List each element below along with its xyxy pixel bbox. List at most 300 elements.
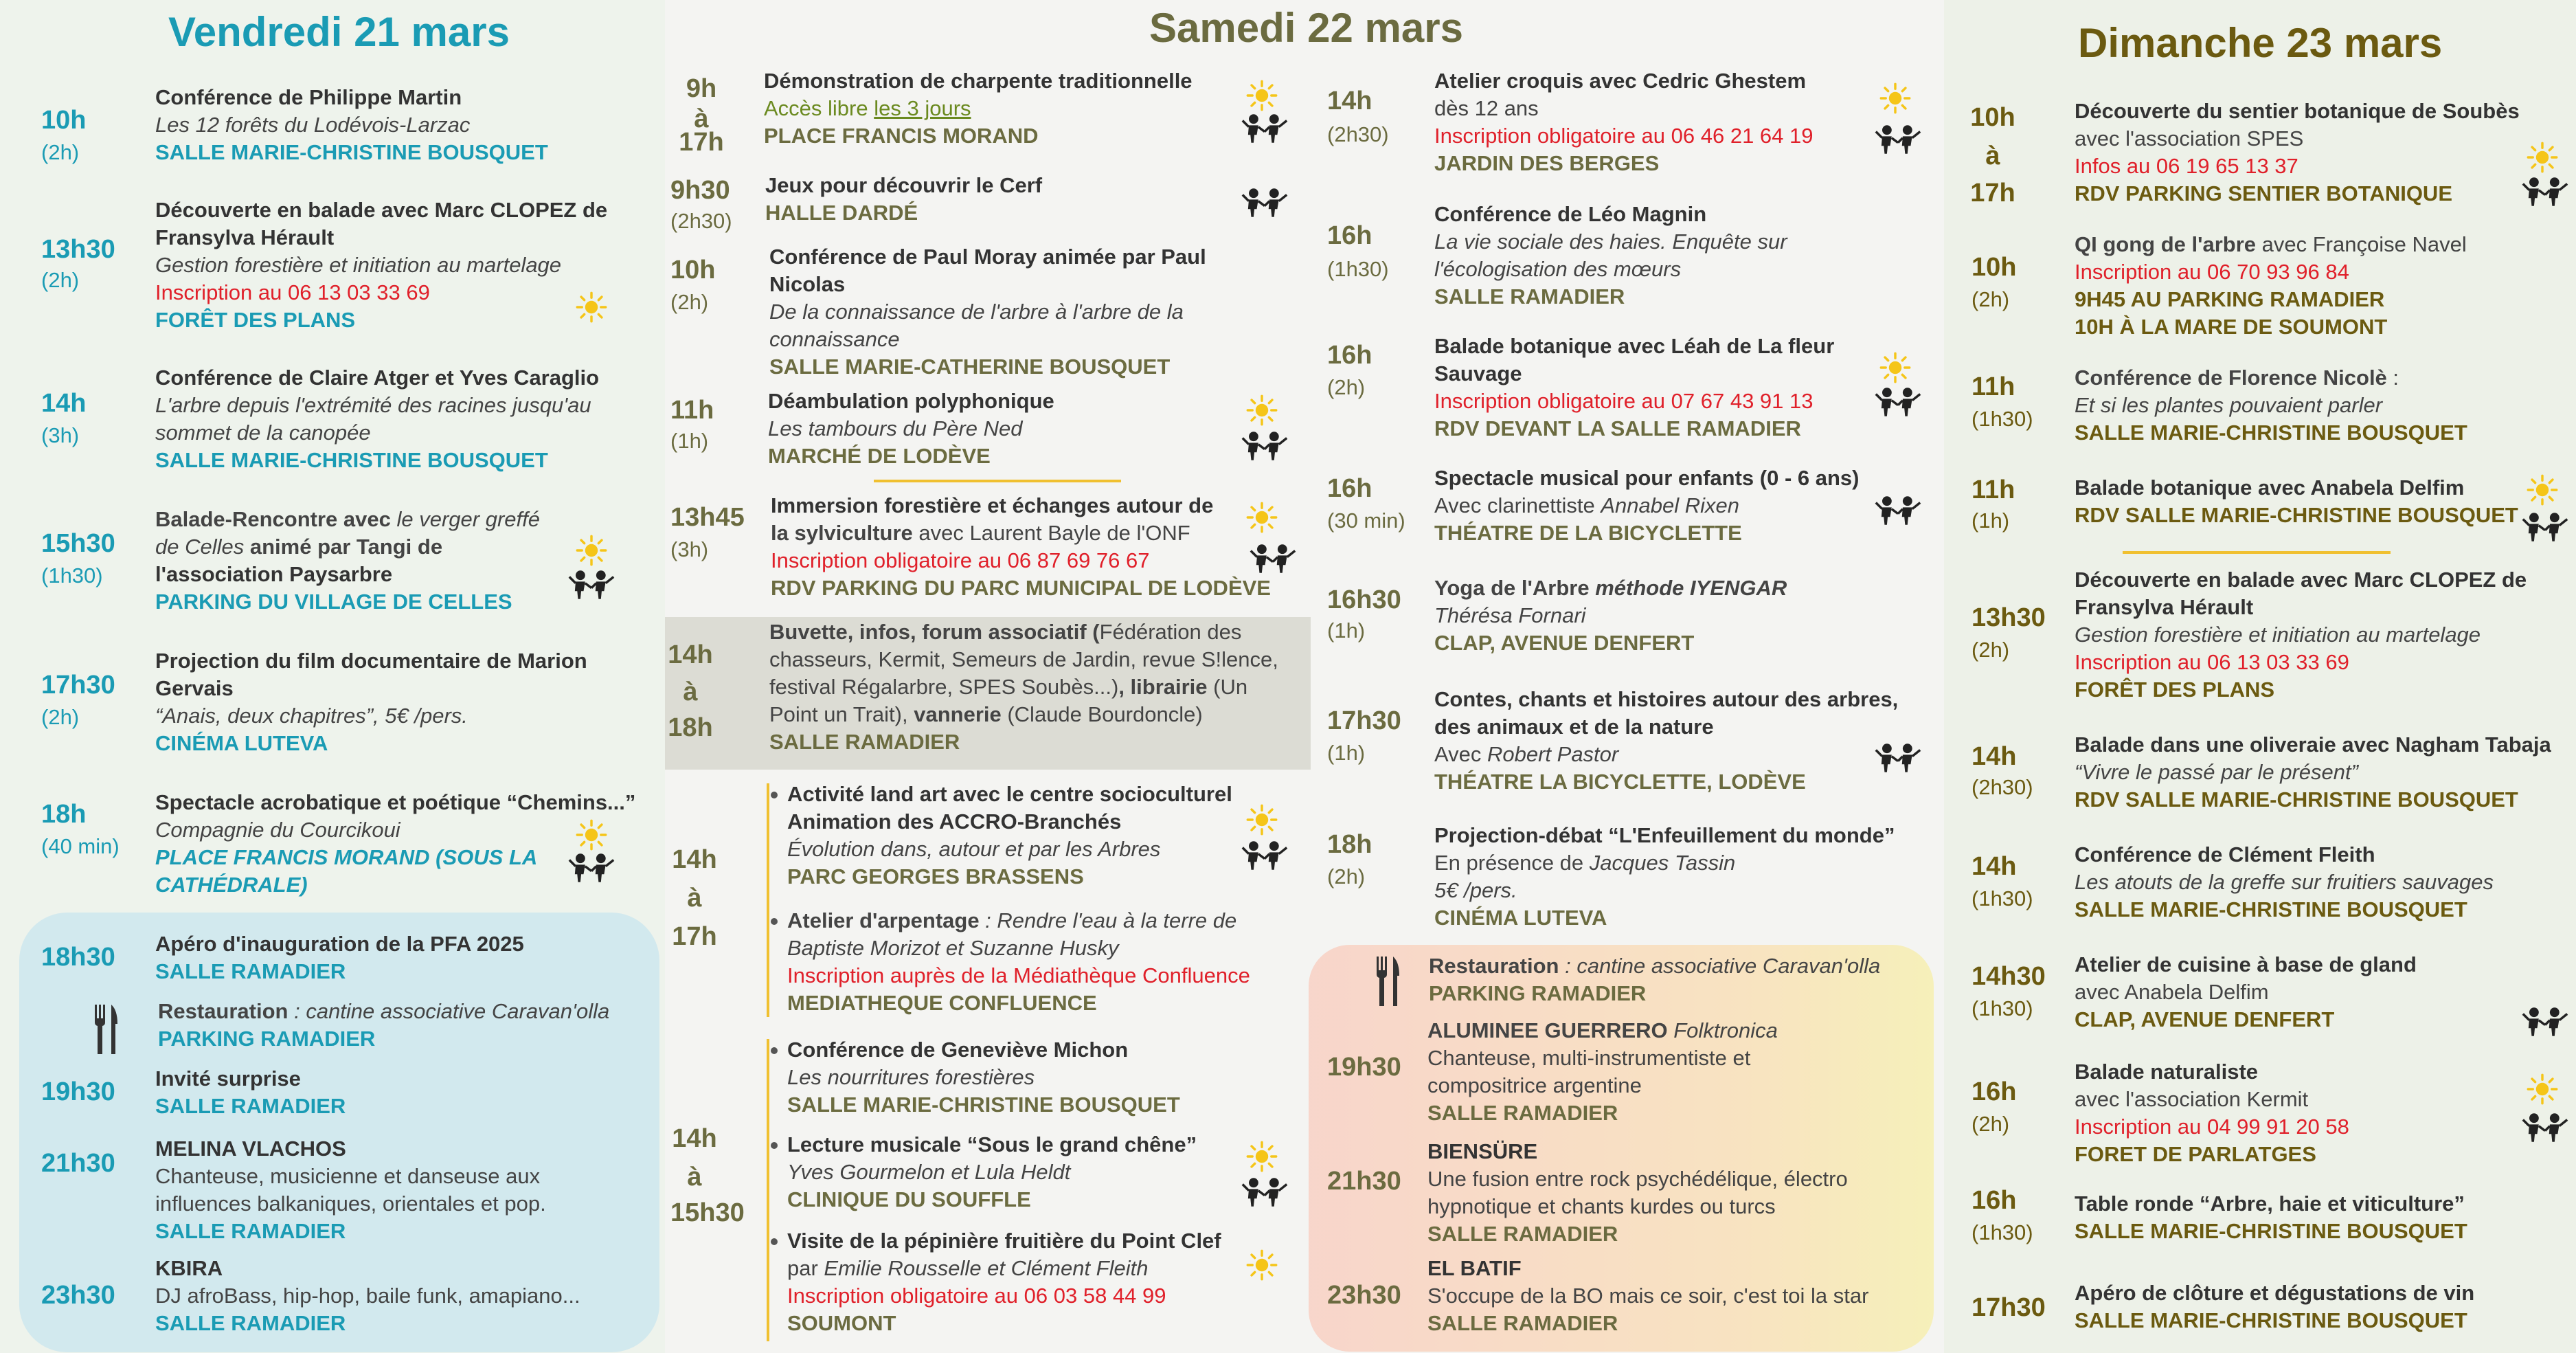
access-note: Accès libre (764, 96, 874, 120)
sun-icon (576, 291, 607, 323)
event-location: 9H45 AU PARKING RAMADIER (2075, 287, 2385, 311)
event-time: 13h30 (1971, 603, 2046, 632)
event-subtitle: Compagnie du Courcikoui (155, 818, 400, 842)
event-details (155, 647, 650, 757)
event-location: SALLE RAMADIER (155, 1219, 346, 1243)
event-title: Balade naturaliste (2075, 1060, 2259, 1084)
event-location: SALLE RAMADIER (1434, 284, 1625, 309)
event-title: Conférence de Clément Fleith (2075, 842, 2375, 866)
event-time: à (683, 678, 698, 706)
event-duration: (1h30) (1327, 257, 1389, 281)
event-time: 15h30 (41, 529, 115, 558)
bullet (771, 918, 778, 925)
event-details (1427, 1017, 1922, 1127)
event-subtitle: Jacques Tassin (1589, 851, 1736, 875)
event-location: RDV DEVANT LA SALLE RAMADIER (1434, 416, 1801, 440)
event-time: à (687, 884, 702, 913)
event-details (158, 998, 653, 1053)
sun-icon (1246, 1141, 1278, 1172)
event-details (155, 84, 650, 166)
event-details (2075, 231, 2569, 341)
event-subtitle: : Rendre l'eau à la terre de (979, 908, 1237, 932)
event-location: THÉATRE LA BICYCLETTE, LODÈVE (1434, 770, 1806, 794)
event-details (2075, 951, 2569, 1033)
event-subtitle: avec Françoise Navel (2256, 232, 2467, 256)
event-time: 23h30 (41, 1281, 115, 1310)
event-time: 18h (41, 800, 87, 829)
event-title: , librairie (1118, 675, 1208, 699)
event-duration: (1h) (670, 429, 709, 453)
event-location: FORÊT DES PLANS (2075, 678, 2275, 702)
children-icon (567, 852, 615, 884)
event-location: SALLE MARIE-CHRISTINE BOUSQUET (2075, 1308, 2467, 1332)
event-title: Jeux pour découvrir le Cerf (765, 173, 1043, 197)
sun-icon (576, 535, 607, 566)
event-subtitle: : cantine associative Caravan'olla (288, 999, 610, 1023)
event-time: à (687, 1163, 702, 1192)
info-phone: Infos au 06 19 65 13 37 (2075, 154, 2298, 178)
event-title: Balade botanique avec Léah de La fleur (1434, 334, 1835, 358)
event-location: JARDIN DES BERGES (1434, 151, 1660, 175)
event-location: RDV SALLE MARIE-CHRISTINE BOUSQUET (2075, 787, 2518, 812)
event-subtitle: avec Laurent Bayle de l'ONF (912, 521, 1190, 545)
sun-icon (1246, 394, 1278, 426)
children-icon (1249, 543, 1297, 574)
event-title: QI gong de l'arbre (2075, 232, 2257, 256)
registration-phone: Inscription au 04 99 91 20 58 (2075, 1115, 2349, 1139)
event-title: Conférence de Léo Magnin (1434, 202, 1707, 226)
event-time: 16h (1327, 474, 1372, 503)
event-duration: (30 min) (1327, 508, 1405, 533)
cutlery-icon (1374, 955, 1401, 1007)
event-title: Activité land art avec le centre socioculturel (787, 782, 1232, 806)
event-description: Point un Trait), (769, 702, 914, 726)
event-title: BIENSÜRE (1427, 1139, 1538, 1163)
event-details (2075, 1058, 2569, 1168)
event-duration: (2h30) (670, 209, 732, 233)
group-bar (767, 1039, 769, 1341)
event-description: festival Régalarbre, SPES Soubès...) (769, 675, 1119, 699)
event-title: Conférence de Claire Atger et Yves Caraglio (155, 366, 600, 390)
event-subtitle: Avec (1434, 742, 1487, 766)
event-time: 11h (1971, 372, 2015, 401)
event-duration: (2h) (1327, 375, 1366, 399)
event-subtitle: Gestion forestière et initiation au martelage (155, 253, 562, 277)
children-icon (1874, 495, 1922, 526)
event-description: chasseurs, Kermit, Semeurs de Jardin, revue S!lence, (769, 647, 1278, 671)
event-location: SOUMONT (787, 1311, 896, 1335)
sun-icon (2527, 142, 2558, 173)
event-details (2075, 1279, 2569, 1334)
event-title: Contes, chants et histoires autour des arbres, (1434, 687, 1899, 711)
event-title: Démonstration de charpente traditionnelle (764, 69, 1193, 93)
event-details (155, 1255, 650, 1337)
event-subtitle: Yves Gourmelon et Lula Heldt (787, 1160, 1071, 1184)
group-bar (767, 783, 769, 1017)
registration-phone: Inscription obligatoire au 07 67 43 91 13 (1434, 389, 1814, 413)
event-subtitle: La vie sociale des haies. Enquête sur (1434, 230, 1787, 254)
registration-phone: Inscription auprès de la Médiathèque Confluence (787, 963, 1250, 987)
event-time: 21h30 (1327, 1167, 1401, 1196)
event-time: 14h (1971, 742, 2017, 771)
event-duration: (2h30) (1971, 775, 2033, 799)
event-details (1434, 201, 1929, 311)
event-location: CLINIQUE DU SOUFFLE (787, 1187, 1031, 1211)
event-duration: (1h30) (1971, 407, 2033, 431)
event-time: 9h (686, 74, 717, 103)
event-subtitle: par (787, 1256, 824, 1280)
event-title: EL BATIF (1427, 1256, 1522, 1280)
event-time: 18h (1327, 830, 1372, 859)
event-title: Yoga de l'Arbre (1434, 576, 1596, 600)
bullet (771, 1238, 778, 1245)
event-location: CLAP, AVENUE DENFERT (2075, 1007, 2335, 1031)
event-title: Sauvage (1434, 361, 1522, 385)
event-subtitle: “Vivre le passé par le présent” (2075, 760, 2358, 784)
event-title: Fransylva Hérault (2075, 595, 2254, 619)
event-time: 9h30 (670, 176, 730, 205)
event-time: 13h30 (41, 235, 115, 264)
event-time: 15h30 (670, 1198, 745, 1227)
children-icon (2521, 1006, 2569, 1038)
event-title: Atelier d'arpentage (787, 908, 980, 932)
event-location: RDV SALLE MARIE-CHRISTINE BOUSQUET (2075, 503, 2518, 527)
event-description: S'occupe de la BO mais ce soir, c'est toi la star (1427, 1284, 1869, 1308)
event-title: Conférence de Geneviève Michon (787, 1038, 1129, 1062)
event-description: hypnotique et chants kurdes ou turcs (1427, 1194, 1776, 1218)
children-icon (1874, 386, 1922, 418)
event-location: SALLE MARIE-CHRISTINE BOUSQUET (2075, 897, 2467, 921)
event-time: 16h30 (1327, 585, 1401, 614)
event-description: Chanteuse, multi-instrumentiste et (1427, 1046, 1751, 1070)
event-details (787, 907, 1289, 1017)
event-description: DJ afroBass, hip-hop, baile funk, amapiano... (155, 1284, 580, 1308)
event-subtitle: De la connaissance de l'arbre à l'arbre de la (769, 300, 1184, 324)
event-details (2075, 98, 2569, 208)
sun-icon (1879, 352, 1911, 383)
event-details (771, 492, 1279, 602)
event-time: 13h45 (670, 503, 745, 532)
event-details (155, 1135, 650, 1245)
registration-phone: Inscription obligatoire au 06 46 21 64 19 (1434, 124, 1814, 148)
registration-phone: Inscription au 06 70 93 96 84 (2075, 260, 2349, 284)
event-location: THÉATRE DE LA BICYCLETTE (1434, 521, 1742, 545)
event-duration: (1h30) (1971, 1220, 2033, 1244)
event-title: vannerie (914, 702, 1002, 726)
event-details (1434, 67, 1901, 177)
event-details (2075, 474, 2569, 529)
event-location: SALLE RAMADIER (155, 1094, 346, 1118)
children-icon (2521, 1112, 2569, 1143)
sun-icon (1879, 82, 1911, 114)
event-details (2075, 841, 2569, 924)
children-icon (2521, 511, 2569, 543)
event-location: FORET DE PARLATGES (2075, 1142, 2316, 1166)
children-icon (1874, 742, 1922, 774)
event-title: Lecture musicale “Sous le grand chêne” (787, 1132, 1197, 1156)
event-duration: (2h) (1971, 1112, 2010, 1136)
event-subtitle: Évolution dans, autour et par les Arbres (787, 837, 1161, 861)
event-title: Restauration (158, 999, 289, 1023)
event-location: SALLE MARIE-CHRISTINE BOUSQUET (155, 140, 548, 164)
event-time: 19h30 (1327, 1053, 1401, 1082)
event-location: CATHÉDRALE) (155, 873, 308, 897)
event-title: Gervais (155, 676, 234, 700)
children-icon (567, 569, 615, 601)
event-location: PARKING RAMADIER (1429, 981, 1647, 1005)
event-duration: (1h) (1327, 618, 1366, 642)
registration-phone: Inscription au 06 13 03 33 69 (155, 280, 430, 304)
event-title: Conférence de Florence Nicolè (2075, 366, 2387, 390)
sun-icon (1246, 1249, 1278, 1281)
event-time: 16h (1971, 1186, 2017, 1215)
event-duration: (2h) (41, 140, 80, 164)
event-duration: (2h) (670, 290, 709, 314)
event-details (764, 67, 1231, 150)
event-time: 10h (1971, 253, 2017, 282)
event-location: SALLE RAMADIER (1427, 1311, 1618, 1335)
event-time: 18h (668, 713, 713, 742)
event-location: SALLE RAMADIER (155, 959, 346, 983)
event-subtitle: Les tambours du Père Ned (768, 416, 1023, 440)
event-title: Projection du film documentaire de Marion (155, 649, 587, 673)
event-title: Découverte en balade avec Marc CLOPEZ de (155, 198, 608, 222)
event-time: 17h30 (1971, 1293, 2046, 1322)
event-time: 10h (1970, 103, 2015, 132)
event-location: SALLE RAMADIER (769, 730, 960, 754)
separator (2123, 551, 2391, 554)
event-subtitle: dès 12 ans (1434, 96, 1539, 120)
separator (874, 480, 1121, 482)
event-duration: (1h30) (41, 563, 103, 588)
sun-icon (1246, 804, 1278, 836)
friday-column (0, 0, 665, 1353)
event-title: Table ronde “Arbre, haie et viticulture” (2075, 1192, 2465, 1216)
event-subtitle: 5€ /pers. (1434, 878, 1517, 902)
event-subtitle: Avec clarinettiste (1434, 493, 1601, 517)
event-title: méthode IYENGAR (1595, 576, 1787, 600)
event-location: PARKING RAMADIER (158, 1027, 376, 1051)
sun-icon (2527, 1073, 2558, 1105)
event-time: 14h (41, 389, 87, 418)
event-duration: (2h) (41, 705, 80, 729)
event-details (1434, 465, 1929, 547)
event-location: SALLE MARIE-CHRISTINE BOUSQUET (787, 1093, 1180, 1117)
event-details (1434, 822, 1929, 932)
event-details (155, 930, 650, 985)
event-time: 11h (1971, 476, 2015, 504)
event-location: FORÊT DES PLANS (155, 308, 356, 332)
event-location: SALLE RAMADIER (1427, 1101, 1618, 1125)
event-title: Spectacle musical pour enfants (0 - 6 ans) (1434, 466, 1860, 490)
event-subtitle: “Anais, deux chapitres”, 5€ /pers. (155, 704, 468, 728)
event-title: MELINA VLACHOS (155, 1137, 346, 1161)
event-details (1427, 1138, 1908, 1248)
event-title: Balade botanique avec Anabela Delfim (2075, 476, 2465, 500)
event-title: Buvette, infos, forum associatif ( (769, 620, 1100, 644)
event-title: : (2386, 366, 2399, 390)
event-details (155, 506, 567, 616)
sun-icon (1246, 80, 1278, 111)
event-time: 14h (672, 845, 717, 874)
event-details (787, 1227, 1289, 1337)
event-time: 17h30 (41, 671, 115, 700)
event-description: compositrice argentine (1427, 1073, 1642, 1097)
event-title: ALUMINEE GUERRERO (1427, 1018, 1674, 1042)
event-location: SALLE RAMADIER (155, 1311, 346, 1335)
event-details (769, 618, 1312, 756)
event-subtitle: Les atouts de la greffe sur fruitiers sauvages (2075, 870, 2494, 894)
event-location: CINÉMA LUTEVA (155, 731, 328, 755)
event-title: Balade-Rencontre avec (155, 507, 397, 531)
event-title: Visite de la pépinière fruitière du Point Clef (787, 1229, 1221, 1253)
event-details (787, 781, 1289, 891)
event-title: Atelier de cuisine à base de gland (2075, 952, 2417, 976)
event-title: Balade dans une oliveraie avec Nagham Tabaja (2075, 733, 2551, 757)
event-details (787, 1036, 1289, 1119)
event-subtitle: de Celles (155, 535, 245, 559)
cutlery-icon (92, 1003, 120, 1055)
event-location: RDV PARKING DU PARC MUNICIPAL DE LODÈVE (771, 576, 1271, 600)
event-time: 17h (672, 922, 717, 951)
event-description: Fédération des (1099, 620, 1242, 644)
event-title: Immersion forestière et échanges autour de (771, 493, 1214, 517)
event-duration: (1h30) (1971, 886, 2033, 910)
event-details (155, 1065, 650, 1120)
event-details (2075, 364, 2569, 447)
event-time: à (1985, 142, 2000, 170)
day-title-sunday: Dimanche 23 mars (2078, 20, 2443, 66)
event-location: PLACE FRANCIS MORAND (SOUS LA (155, 845, 538, 869)
event-location: SALLE MARIE-CHRISTINE BOUSQUET (155, 448, 548, 472)
event-title: Déambulation polyphonique (768, 389, 1054, 413)
event-location: HALLE DARDÉ (765, 201, 918, 225)
sunday-column (1944, 0, 2576, 1353)
event-location: PARC GEORGES BRASSENS (787, 864, 1084, 888)
event-subtitle: Et si les plantes pouvaient parler (2075, 393, 2383, 417)
event-subtitle: En présence de (1434, 851, 1590, 875)
event-location: SALLE MARIE-CHRISTINE BOUSQUET (2075, 1219, 2467, 1243)
event-subtitle: sommet de la canopée (155, 421, 371, 445)
event-description: Une fusion entre rock psychédélique, électro (1427, 1167, 1848, 1191)
event-location: SALLE MARIE-CATHERINE BOUSQUET (769, 355, 1171, 379)
event-duration: (3h) (670, 537, 709, 561)
event-location: CLAP, AVENUE DENFERT (1434, 631, 1695, 655)
event-title: des animaux et de la nature (1434, 715, 1714, 739)
event-time: 14h30 (1971, 962, 2046, 991)
event-details (769, 243, 1291, 381)
sun-icon (576, 819, 607, 851)
event-title: Animation des ACCRO-Branchés (787, 809, 1122, 834)
event-duration: (40 min) (41, 834, 120, 858)
event-subtitle: le verger greffé (396, 507, 540, 531)
event-subtitle: Gestion forestière et initiation au martelage (2075, 623, 2481, 647)
event-details (768, 388, 1235, 470)
event-subtitle: l'écologisation des mœurs (1434, 257, 1682, 281)
event-subtitle: Robert Pastor (1487, 742, 1619, 766)
event-subtitle: Thérésa Fornari (1434, 603, 1586, 627)
event-time: 14h (1971, 852, 2017, 881)
event-subtitle: Emilie Rousselle et Clément Fleith (824, 1256, 1149, 1280)
event-location: MEDIATHEQUE CONFLUENCE (787, 991, 1097, 1015)
day-title-saturday: Samedi 22 mars (1149, 5, 1463, 51)
event-title: Restauration (1429, 954, 1559, 978)
event-time: 17h (1970, 179, 2015, 208)
event-details (1434, 333, 1874, 443)
event-duration: (1h) (1971, 508, 2010, 533)
day-title-friday: Vendredi 21 mars (168, 9, 510, 55)
event-title: Spectacle acrobatique et poétique “Chemins...” (155, 790, 636, 814)
event-title: Invité surprise (155, 1066, 301, 1091)
event-time: 16h (1971, 1077, 2017, 1106)
event-details (1434, 574, 1929, 657)
event-time: à (694, 104, 709, 133)
event-time: 17h (679, 128, 724, 157)
registration-phone: Inscription obligatoire au 06 87 69 76 67 (771, 548, 1150, 572)
event-subtitle: Annabel Rixen (1601, 493, 1740, 517)
event-duration: (2h) (1971, 287, 2010, 311)
event-time: 10h (670, 256, 716, 284)
event-duration: (3h) (41, 423, 80, 447)
event-details (1427, 1255, 1922, 1337)
event-time: 14h (672, 1124, 717, 1153)
sun-icon (2527, 474, 2558, 506)
children-icon (1241, 187, 1289, 219)
children-icon (1241, 840, 1289, 871)
event-title: l'association Paysarbre (155, 562, 393, 586)
bullet (771, 792, 778, 798)
event-duration: (2h) (1971, 638, 2010, 662)
event-title: Découverte du sentier botanique de Soubès (2075, 99, 2520, 123)
event-duration: (2h30) (1327, 122, 1389, 146)
event-details (2075, 1190, 2569, 1245)
event-duration: (2h) (41, 268, 80, 292)
event-subtitle: avec Anabela Delfim (2075, 980, 2269, 1004)
event-title: Découverte en balade avec Marc CLOPEZ de (2075, 568, 2527, 592)
event-time: 14h (668, 640, 713, 669)
event-time: 19h30 (41, 1077, 115, 1106)
event-time: 18h30 (41, 943, 115, 972)
event-description: influences balkaniques, orientales et pop. (155, 1192, 546, 1216)
children-icon (2521, 176, 2569, 208)
event-title: Apéro de clôture et dégustations de vin (2075, 1281, 2475, 1305)
event-location: 10H À LA MARE DE SOUMONT (2075, 315, 2388, 339)
event-description: (Claude Bourdoncle) (1001, 702, 1203, 726)
event-title: Projection-débat “L'Enfeuillement du monde” (1434, 823, 1895, 847)
event-duration: (2h) (1327, 864, 1366, 888)
event-time: 10h (41, 106, 87, 135)
children-icon (1241, 1176, 1289, 1208)
event-duration: (1h) (1327, 741, 1366, 765)
event-location: MARCHÉ DE LODÈVE (768, 444, 991, 468)
children-icon (1241, 113, 1289, 144)
event-details (1434, 686, 1929, 796)
event-time: 16h (1327, 341, 1372, 370)
access-note: les 3 jours (874, 96, 971, 120)
bullet (771, 1142, 778, 1149)
event-subtitle: : cantine associative Caravan'olla (1559, 954, 1881, 978)
event-subtitle: avec l'association Kermit (2075, 1087, 2309, 1111)
event-title: la sylviculture (771, 521, 913, 545)
event-details (2075, 566, 2569, 704)
event-subtitle: L'arbre depuis l'extrémité des racines jusqu'au (155, 393, 591, 417)
event-title: Conférence de Paul Moray animée par Paul (769, 245, 1206, 269)
event-subtitle: Folktronica (1673, 1018, 1778, 1042)
event-title: Nicolas (769, 272, 846, 296)
event-location: SALLE RAMADIER (1427, 1222, 1618, 1246)
event-location: PARKING DU VILLAGE DE CELLES (155, 590, 512, 614)
event-time: 16h (1327, 221, 1372, 250)
